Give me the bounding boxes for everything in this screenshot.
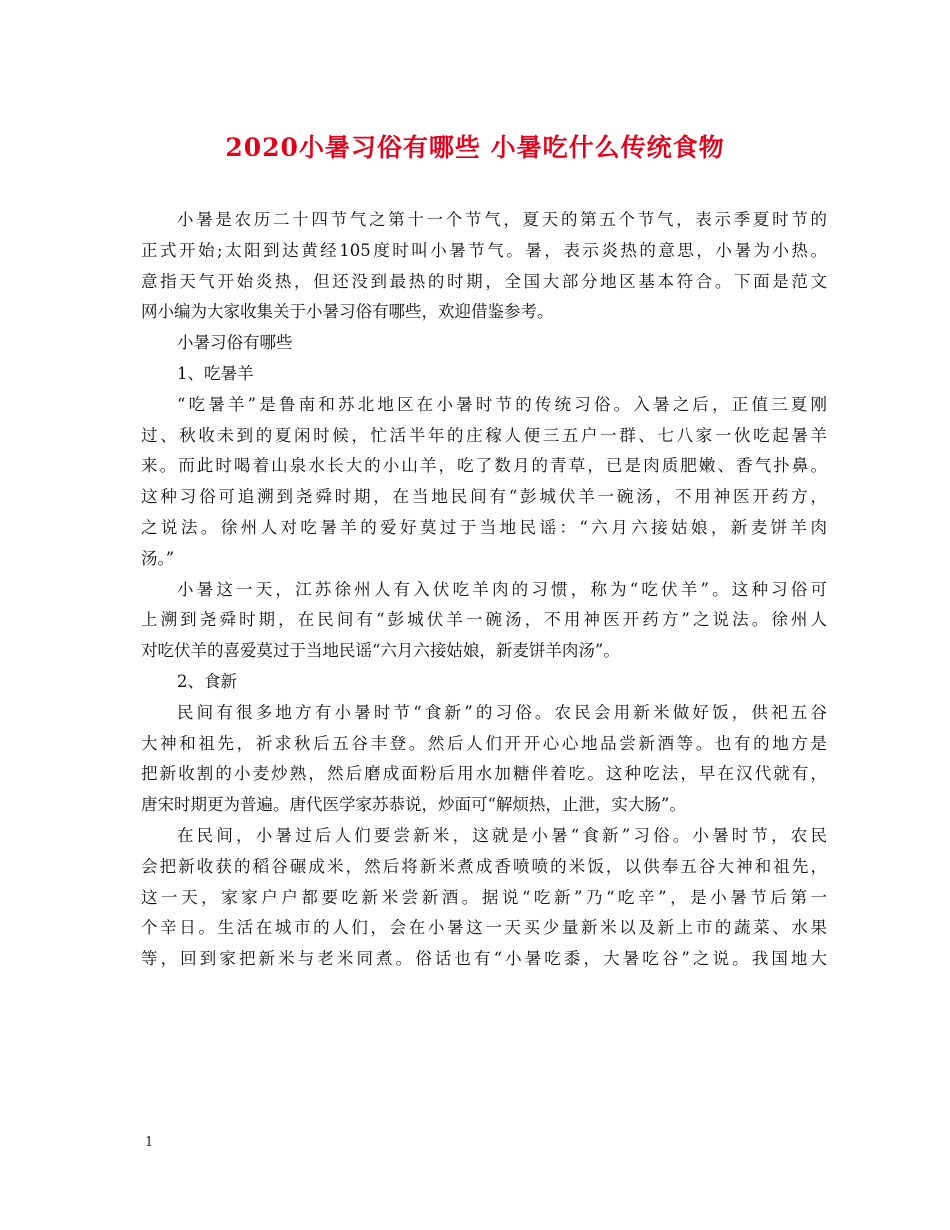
text-line: 过、秋收未到的夏闲时候，忙活半年的庄稼人便三五户一群、七八家一伙吃起暑羊 [141, 425, 827, 445]
text-line: 小暑是农历二十四节气之第十一个节气，夏天的第五个节气，表示季夏时节的 [177, 210, 827, 229]
text-line: 正式开始;太阳到达黄经105度时叫小暑节气。暑，表示炎热的意思，小暑为小热。 [141, 240, 827, 260]
text-line: 会把新收获的稻谷碾成米，然后将新米煮成香喷喷的米饭，以供奉五谷大神和祖先， [141, 856, 827, 876]
text-line: 网小编为大家收集关于小暑习俗有哪些，欢迎借鉴参考。 [141, 302, 554, 322]
text-line: 对吃伏羊的喜爱莫过于当地民谣“六月六接姑娘，新麦饼羊肉汤”。 [141, 641, 620, 661]
text-line: 这种习俗可追溯到尧舜时期，在当地民间有“彭城伏羊一碗汤，不用神医开药方， [141, 487, 827, 507]
text-line: 民间有很多地方有小暑时节“食新”的习俗。农民会用新米做好饭，供祀五谷 [177, 702, 827, 722]
page-title: 2020小暑习俗有哪些 小暑吃什么传统食物 [225, 133, 725, 162]
text-line: 小暑习俗有哪些 [177, 333, 293, 353]
text-line: 2、食新 [177, 671, 237, 691]
text-line: 之说法。徐州人对吃暑羊的爱好莫过于当地民谣：“六月六接姑娘，新麦饼羊肉 [141, 517, 827, 537]
text-line: 这一天，家家户户都要吃新米尝新酒。据说“吃新”乃“吃辛”，是小暑节后第一 [141, 887, 827, 907]
text-line: 小暑这一天，江苏徐州人有入伏吃羊肉的习惯，称为“吃伏羊”。这种习俗可 [177, 579, 827, 599]
text-line: “吃暑羊”是鲁南和苏北地区在小暑时节的传统习俗。入暑之后，正值三夏刚 [177, 394, 827, 414]
text-line: 上溯到尧舜时期，在民间有“彭城伏羊一碗汤，不用神医开药方”之说法。徐州人 [141, 610, 827, 630]
text-line: 唐宋时期更为普遍。唐代医学家苏恭说，炒面可“解烦热，止泄，实大肠”。 [141, 795, 686, 815]
text-line: 1、吃暑羊 [177, 363, 254, 383]
text-line: 个辛日。生活在城市的人们，会在小暑这一天买少量新米以及新上市的蔬菜、水果 [141, 918, 827, 938]
text-line: 把新收割的小麦炒熟，然后磨成面粉后用水加糖伴着吃。这种吃法，早在汉代就有， [141, 764, 827, 784]
text-line: 大神和祖先，祈求秋后五谷丰登。然后人们开开心心地品尝新酒等。也有的地方是 [141, 733, 827, 753]
text-line: 汤。” [141, 548, 175, 568]
text-line: 意指天气开始炎热，但还没到最热的时期，全国大部分地区基本符合。下面是范文 [141, 271, 827, 291]
document-body [141, 205, 827, 975]
page-number: 1 [145, 1135, 154, 1150]
text-line: 在民间，小暑过后人们要尝新米，这就是小暑“食新”习俗。小暑时节，农民 [177, 825, 827, 845]
text-line: 来。而此时喝着山泉水长大的小山羊，吃了数月的青草，已是肉质肥嫩、香气扑鼻。 [141, 456, 827, 476]
text-line: 等，回到家把新米与老米同煮。俗话也有“小暑吃黍，大暑吃谷”之说。我国地大 [141, 949, 827, 969]
